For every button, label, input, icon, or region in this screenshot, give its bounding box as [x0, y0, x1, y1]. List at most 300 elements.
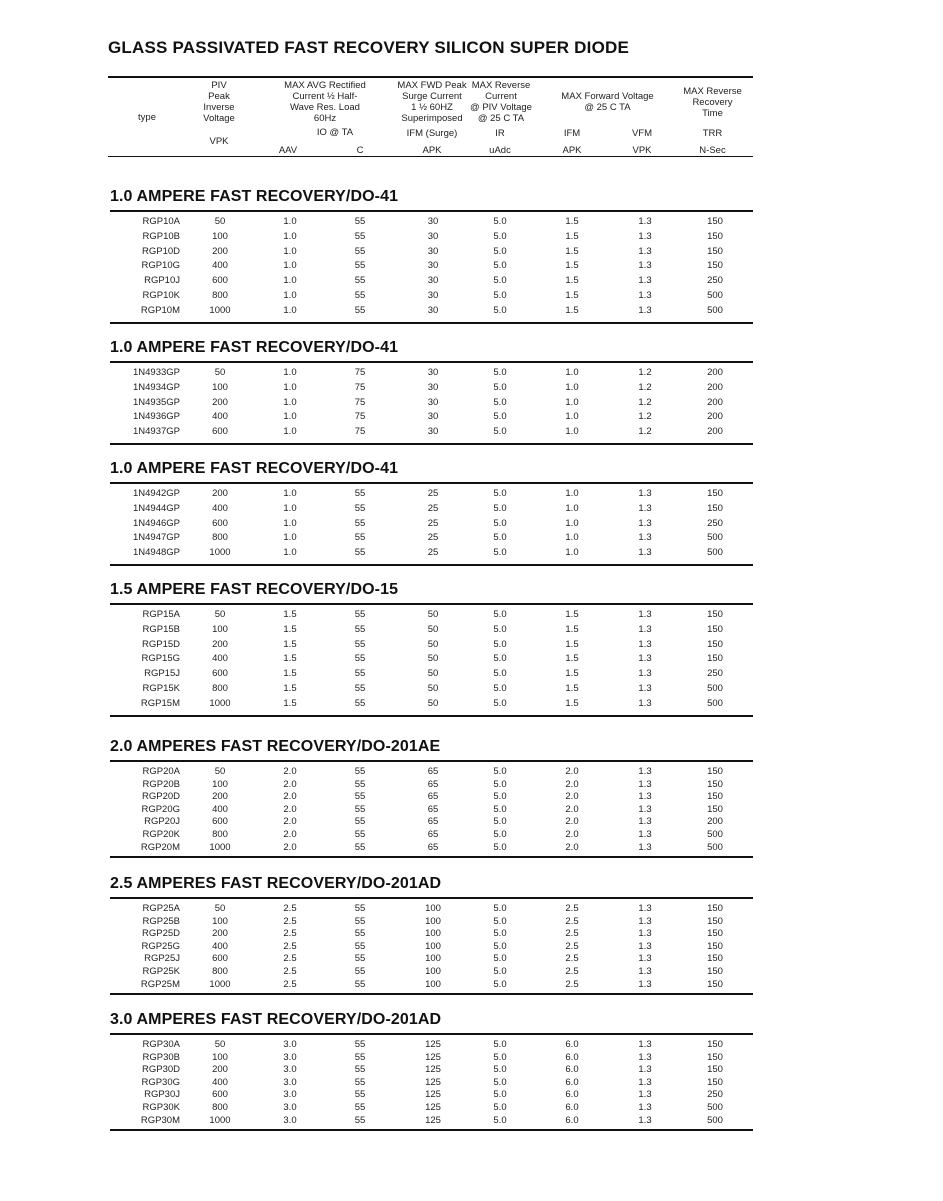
cell-ifm: 2.0 — [565, 791, 579, 803]
cell-io: 2.5 — [283, 953, 297, 965]
cell-ir: 5.0 — [493, 1051, 507, 1063]
cell-trr: 150 — [707, 966, 723, 977]
cell-ifm: 1.5 — [565, 668, 579, 680]
cell-piv: 200 — [212, 928, 228, 940]
cell-ta: 55 — [354, 841, 366, 853]
cell-ifm: 2.5 — [565, 953, 579, 965]
cell-io: 3.0 — [283, 1039, 297, 1050]
cell-trr: 250 — [707, 517, 723, 529]
cell-ifsm: 30 — [427, 396, 439, 408]
cell-ifm: 1.5 — [565, 230, 579, 242]
cell-ta: 55 — [354, 245, 366, 257]
cell-piv: 800 — [212, 532, 228, 544]
cell-piv: 100 — [212, 915, 228, 927]
cell-type: RGP15J — [144, 668, 180, 680]
cell-piv: 200 — [212, 638, 228, 650]
cell-ifm: 1.5 — [565, 609, 579, 620]
cell-io: 1.5 — [283, 609, 297, 620]
cell-piv: 400 — [212, 260, 228, 272]
cell-trr: 250 — [707, 1089, 723, 1101]
cell-piv: 200 — [212, 245, 228, 257]
cell-ifsm: 65 — [427, 829, 439, 840]
cell-ir: 5.0 — [493, 396, 507, 408]
cell-vfm: 1.3 — [638, 623, 652, 635]
cell-vfm: 1.3 — [638, 966, 652, 977]
cell-ifm: 1.5 — [565, 275, 579, 287]
cell-piv: 800 — [212, 966, 228, 977]
cell-ir: 5.0 — [493, 304, 507, 316]
cell-trr: 150 — [707, 245, 723, 257]
cell-io: 2.5 — [283, 940, 297, 952]
cell-piv: 600 — [212, 426, 228, 438]
cell-ifm: 1.0 — [565, 426, 579, 438]
cell-ifsm: 65 — [427, 841, 439, 853]
section-bottom-rule — [110, 322, 753, 324]
cell-ir: 5.0 — [493, 532, 507, 544]
cell-io: 1.0 — [283, 517, 297, 529]
header-bottom-rule — [108, 156, 753, 157]
cell-io: 2.0 — [283, 829, 297, 840]
cell-piv: 100 — [212, 1051, 228, 1063]
cell-ifsm: 25 — [427, 502, 439, 514]
cell-io: 2.0 — [283, 766, 297, 777]
cell-ta: 55 — [354, 1051, 366, 1063]
cell-vfm: 1.3 — [638, 1076, 652, 1088]
cell-ifm: 6.0 — [565, 1089, 579, 1101]
cell-ifsm: 50 — [427, 683, 439, 694]
cell-type: 1N4948GP — [132, 547, 180, 559]
cell-ifm: 6.0 — [565, 1064, 579, 1076]
cell-ifm: 6.0 — [565, 1039, 579, 1050]
header-top-rule — [108, 76, 753, 78]
cell-type: RGP10G — [141, 260, 180, 272]
section-title: 1.0 AMPERE FAST RECOVERY/DO-41 — [110, 460, 399, 477]
cell-trr: 500 — [707, 683, 723, 694]
cell-ir: 5.0 — [493, 1089, 507, 1101]
cell-ir: 5.0 — [493, 1114, 507, 1126]
cell-type: RGP25A — [142, 903, 180, 914]
cell-trr: 150 — [707, 903, 723, 914]
cell-trr: 200 — [707, 426, 723, 438]
cell-vfm: 1.3 — [638, 245, 652, 257]
cell-ifsm: 25 — [427, 488, 439, 499]
cell-ir: 5.0 — [493, 426, 507, 438]
cell-ta: 55 — [354, 816, 366, 828]
cell-type: RGP25G — [141, 940, 180, 952]
cell-vfm: 1.3 — [638, 502, 652, 514]
cell-io: 2.0 — [283, 816, 297, 828]
cell-io: 1.5 — [283, 697, 297, 709]
header-type: type — [138, 112, 156, 123]
cell-type: RGP10K — [142, 290, 180, 301]
cell-io: 1.0 — [283, 260, 297, 272]
cell-ifsm: 25 — [427, 532, 439, 544]
cell-trr: 150 — [707, 766, 723, 777]
cell-trr: 150 — [707, 1039, 723, 1050]
cell-ta: 55 — [354, 953, 366, 965]
cell-type: 1N4934GP — [132, 381, 180, 393]
cell-piv: 400 — [212, 803, 228, 815]
cell-type: RGP10J — [144, 275, 180, 287]
cell-ifsm: 50 — [427, 609, 439, 620]
cell-ta: 55 — [354, 683, 366, 694]
cell-piv: 600 — [212, 668, 228, 680]
cell-ta: 75 — [354, 396, 366, 408]
cell-type: RGP15A — [142, 609, 180, 620]
cell-io: 1.0 — [283, 396, 297, 408]
cell-ifm: 2.5 — [565, 928, 579, 940]
cell-ifsm: 65 — [427, 791, 439, 803]
cell-ir: 5.0 — [493, 275, 507, 287]
cell-io: 1.0 — [283, 367, 297, 378]
section-bottom-rule — [110, 564, 753, 566]
cell-vfm: 1.3 — [638, 1102, 652, 1113]
cell-ifsm: 100 — [425, 915, 441, 927]
cell-ir: 5.0 — [493, 638, 507, 650]
cell-io: 1.0 — [283, 245, 297, 257]
cell-io: 1.0 — [283, 532, 297, 544]
cell-vfm: 1.3 — [638, 609, 652, 620]
cell-vfm: 1.2 — [638, 381, 652, 393]
cell-ir: 5.0 — [493, 609, 507, 620]
cell-ifm: 1.0 — [565, 367, 579, 378]
cell-ta: 55 — [354, 697, 366, 709]
cell-io: 1.5 — [283, 668, 297, 680]
cell-ta: 75 — [354, 426, 366, 438]
section-title: 1.0 AMPERE FAST RECOVERY/DO-41 — [110, 339, 399, 356]
cell-ta: 55 — [354, 966, 366, 977]
cell-vfm: 1.3 — [638, 928, 652, 940]
cell-ir: 5.0 — [493, 367, 507, 378]
cell-ifm: 1.5 — [565, 245, 579, 257]
cell-ifm: 1.0 — [565, 532, 579, 544]
cell-vfm: 1.3 — [638, 532, 652, 544]
cell-ta: 55 — [354, 915, 366, 927]
cell-ta: 55 — [354, 1102, 366, 1113]
cell-ifsm: 65 — [427, 816, 439, 828]
cell-piv: 50 — [214, 903, 226, 914]
cell-ifsm: 30 — [427, 411, 439, 423]
cell-trr: 250 — [707, 668, 723, 680]
section-top-rule — [110, 210, 753, 212]
cell-ta: 55 — [354, 766, 366, 777]
cell-io: 2.5 — [283, 915, 297, 927]
cell-piv: 1000 — [209, 978, 231, 990]
cell-trr: 500 — [707, 841, 723, 853]
cell-ta: 55 — [354, 1064, 366, 1076]
section-bottom-rule — [110, 1129, 753, 1131]
cell-ifsm: 125 — [425, 1102, 441, 1113]
cell-type: 1N4946GP — [132, 517, 180, 529]
cell-ir: 5.0 — [493, 502, 507, 514]
cell-vfm: 1.2 — [638, 426, 652, 438]
cell-ir: 5.0 — [493, 915, 507, 927]
cell-ifm: 6.0 — [565, 1114, 579, 1126]
cell-io: 3.0 — [283, 1076, 297, 1088]
cell-trr: 150 — [707, 502, 723, 514]
cell-type: 1N4937GP — [132, 426, 180, 438]
cell-type: RGP30A — [142, 1039, 180, 1050]
cell-ta: 55 — [354, 502, 366, 514]
cell-ifm: 2.5 — [565, 915, 579, 927]
cell-vfm: 1.3 — [638, 683, 652, 694]
cell-io: 1.0 — [283, 275, 297, 287]
cell-ifm: 1.5 — [565, 216, 579, 227]
section-bottom-rule — [110, 856, 753, 858]
cell-ifsm: 65 — [427, 803, 439, 815]
cell-ir: 5.0 — [493, 928, 507, 940]
cell-ifm: 1.0 — [565, 381, 579, 393]
cell-vfm: 1.3 — [638, 668, 652, 680]
cell-type: RGP15B — [142, 623, 180, 635]
cell-ir: 5.0 — [493, 697, 507, 709]
cell-vfm: 1.3 — [638, 1039, 652, 1050]
cell-ta: 55 — [354, 609, 366, 620]
cell-ta: 55 — [354, 275, 366, 287]
cell-ta: 75 — [354, 367, 366, 378]
cell-ta: 55 — [354, 230, 366, 242]
cell-io: 1.0 — [283, 290, 297, 301]
cell-ifsm: 100 — [425, 903, 441, 914]
cell-ifsm: 65 — [427, 766, 439, 777]
cell-vfm: 1.2 — [638, 411, 652, 423]
section-title: 1.5 AMPERE FAST RECOVERY/DO-15 — [110, 581, 399, 598]
cell-type: RGP15K — [142, 683, 180, 694]
cell-trr: 250 — [707, 275, 723, 287]
cell-ir: 5.0 — [493, 517, 507, 529]
cell-io: 1.0 — [283, 426, 297, 438]
section-top-rule — [110, 603, 753, 605]
cell-ifsm: 25 — [427, 517, 439, 529]
cell-trr: 150 — [707, 216, 723, 227]
cell-ifsm: 125 — [425, 1076, 441, 1088]
cell-type: 1N4944GP — [132, 502, 180, 514]
cell-piv: 400 — [212, 411, 228, 423]
cell-piv: 800 — [212, 1102, 228, 1113]
section-top-rule — [110, 482, 753, 484]
cell-ta: 55 — [354, 623, 366, 635]
cell-vfm: 1.3 — [638, 791, 652, 803]
cell-io: 3.0 — [283, 1064, 297, 1076]
cell-ifm: 2.5 — [565, 940, 579, 952]
cell-ifm: 1.5 — [565, 638, 579, 650]
cell-ifsm: 125 — [425, 1064, 441, 1076]
cell-type: RGP10M — [140, 304, 180, 316]
cell-trr: 200 — [707, 367, 723, 378]
cell-ir: 5.0 — [493, 966, 507, 977]
cell-ta: 55 — [354, 216, 366, 227]
cell-ifm: 6.0 — [565, 1051, 579, 1063]
cell-ir: 5.0 — [493, 778, 507, 790]
cell-io: 1.0 — [283, 502, 297, 514]
cell-io: 1.0 — [283, 230, 297, 242]
cell-piv: 400 — [212, 653, 228, 665]
cell-trr: 150 — [707, 488, 723, 499]
cell-io: 3.0 — [283, 1102, 297, 1113]
cell-ta: 55 — [354, 304, 366, 316]
cell-ifsm: 125 — [425, 1051, 441, 1063]
cell-vfm: 1.3 — [638, 766, 652, 777]
cell-ta: 55 — [354, 778, 366, 790]
cell-piv: 200 — [212, 488, 228, 499]
cell-ifsm: 125 — [425, 1114, 441, 1126]
cell-io: 2.0 — [283, 803, 297, 815]
cell-piv: 100 — [212, 778, 228, 790]
cell-type: RGP20B — [142, 778, 180, 790]
cell-piv: 1000 — [209, 547, 231, 559]
cell-io: 3.0 — [283, 1051, 297, 1063]
cell-ifm: 2.0 — [565, 803, 579, 815]
section-top-rule — [110, 361, 753, 363]
cell-ifm: 1.5 — [565, 683, 579, 694]
cell-trr: 150 — [707, 953, 723, 965]
cell-ifm: 2.0 — [565, 766, 579, 777]
cell-trr: 150 — [707, 1064, 723, 1076]
cell-ifsm: 30 — [427, 290, 439, 301]
cell-ifm: 2.5 — [565, 903, 579, 914]
cell-io: 1.0 — [283, 488, 297, 499]
cell-trr: 500 — [707, 697, 723, 709]
cell-trr: 150 — [707, 803, 723, 815]
cell-type: 1N4933GP — [132, 367, 180, 378]
cell-trr: 200 — [707, 381, 723, 393]
cell-ir: 5.0 — [493, 260, 507, 272]
cell-trr: 200 — [707, 816, 723, 828]
cell-vfm: 1.3 — [638, 803, 652, 815]
section-top-rule — [110, 1033, 753, 1035]
cell-type: RGP30D — [141, 1064, 180, 1076]
cell-ifsm: 50 — [427, 653, 439, 665]
cell-vfm: 1.3 — [638, 230, 652, 242]
cell-io: 1.5 — [283, 683, 297, 694]
cell-ir: 5.0 — [493, 683, 507, 694]
cell-ta: 55 — [354, 1076, 366, 1088]
cell-vfm: 1.3 — [638, 953, 652, 965]
cell-ta: 55 — [354, 1114, 366, 1126]
cell-ir: 5.0 — [493, 623, 507, 635]
cell-ifsm: 30 — [427, 260, 439, 272]
cell-piv: 800 — [212, 683, 228, 694]
cell-vfm: 1.3 — [638, 638, 652, 650]
cell-ir: 5.0 — [493, 978, 507, 990]
cell-type: RGP30K — [142, 1102, 180, 1113]
cell-piv: 50 — [214, 766, 226, 777]
cell-ir: 5.0 — [493, 245, 507, 257]
cell-piv: 400 — [212, 502, 228, 514]
cell-ir: 5.0 — [493, 1076, 507, 1088]
cell-ifsm: 100 — [425, 978, 441, 990]
cell-piv: 800 — [212, 829, 228, 840]
cell-trr: 150 — [707, 609, 723, 620]
cell-ir: 5.0 — [493, 1102, 507, 1113]
cell-io: 3.0 — [283, 1089, 297, 1101]
cell-ta: 55 — [354, 791, 366, 803]
cell-ta: 55 — [354, 638, 366, 650]
cell-ta: 75 — [354, 381, 366, 393]
cell-type: RGP15G — [141, 653, 180, 665]
cell-trr: 150 — [707, 1051, 723, 1063]
cell-trr: 150 — [707, 791, 723, 803]
cell-ta: 55 — [354, 290, 366, 301]
cell-type: RGP15M — [140, 697, 180, 709]
cell-type: RGP20D — [141, 791, 180, 803]
cell-trr: 200 — [707, 411, 723, 423]
cell-ifsm: 30 — [427, 426, 439, 438]
cell-vfm: 1.3 — [638, 778, 652, 790]
cell-vfm: 1.3 — [638, 275, 652, 287]
cell-vfm: 1.3 — [638, 653, 652, 665]
cell-ifsm: 30 — [427, 381, 439, 393]
cell-ifm: 2.0 — [565, 829, 579, 840]
cell-ifsm: 30 — [427, 367, 439, 378]
section-bottom-rule — [110, 715, 753, 717]
cell-vfm: 1.2 — [638, 367, 652, 378]
cell-io: 1.0 — [283, 216, 297, 227]
cell-io: 1.0 — [283, 547, 297, 559]
cell-io: 2.0 — [283, 791, 297, 803]
cell-trr: 500 — [707, 547, 723, 559]
cell-piv: 600 — [212, 275, 228, 287]
cell-type: RGP30G — [141, 1076, 180, 1088]
cell-io: 1.5 — [283, 638, 297, 650]
cell-type: RGP10D — [141, 245, 180, 257]
cell-piv: 1000 — [209, 1114, 231, 1126]
cell-io: 2.5 — [283, 966, 297, 977]
cell-ifm: 1.5 — [565, 290, 579, 301]
cell-vfm: 1.3 — [638, 1064, 652, 1076]
cell-vfm: 1.3 — [638, 816, 652, 828]
cell-type: RGP20M — [140, 841, 180, 853]
cell-piv: 600 — [212, 517, 228, 529]
cell-ir: 5.0 — [493, 381, 507, 393]
cell-ifm: 1.0 — [565, 547, 579, 559]
cell-io: 1.5 — [283, 653, 297, 665]
cell-ifsm: 100 — [425, 928, 441, 940]
cell-ir: 5.0 — [493, 953, 507, 965]
cell-ir: 5.0 — [493, 230, 507, 242]
cell-ir: 5.0 — [493, 547, 507, 559]
cell-ifsm: 25 — [427, 547, 439, 559]
cell-ta: 55 — [354, 547, 366, 559]
cell-ir: 5.0 — [493, 803, 507, 815]
cell-piv: 100 — [212, 623, 228, 635]
cell-ifm: 2.0 — [565, 778, 579, 790]
cell-ifm: 2.0 — [565, 841, 579, 853]
cell-ir: 5.0 — [493, 816, 507, 828]
cell-piv: 600 — [212, 816, 228, 828]
cell-ifsm: 30 — [427, 304, 439, 316]
page-title: GLASS PASSIVATED FAST RECOVERY SILICON SUPER DIODE — [108, 38, 630, 57]
cell-ta: 55 — [354, 829, 366, 840]
section-bottom-rule — [110, 443, 753, 445]
cell-ta: 55 — [354, 1089, 366, 1101]
cell-ifsm: 125 — [425, 1089, 441, 1101]
cell-piv: 50 — [214, 216, 226, 227]
cell-piv: 400 — [212, 1076, 228, 1088]
cell-ifsm: 50 — [427, 697, 439, 709]
cell-type: RGP30M — [140, 1114, 180, 1126]
cell-ifm: 1.0 — [565, 411, 579, 423]
cell-trr: 500 — [707, 290, 723, 301]
cell-trr: 150 — [707, 1076, 723, 1088]
cell-ifm: 1.0 — [565, 396, 579, 408]
cell-piv: 1000 — [209, 304, 231, 316]
cell-type: RGP20A — [142, 766, 180, 777]
cell-vfm: 1.2 — [638, 396, 652, 408]
cell-ifm: 1.5 — [565, 260, 579, 272]
cell-type: 1N4947GP — [132, 532, 180, 544]
cell-ifm: 1.5 — [565, 623, 579, 635]
